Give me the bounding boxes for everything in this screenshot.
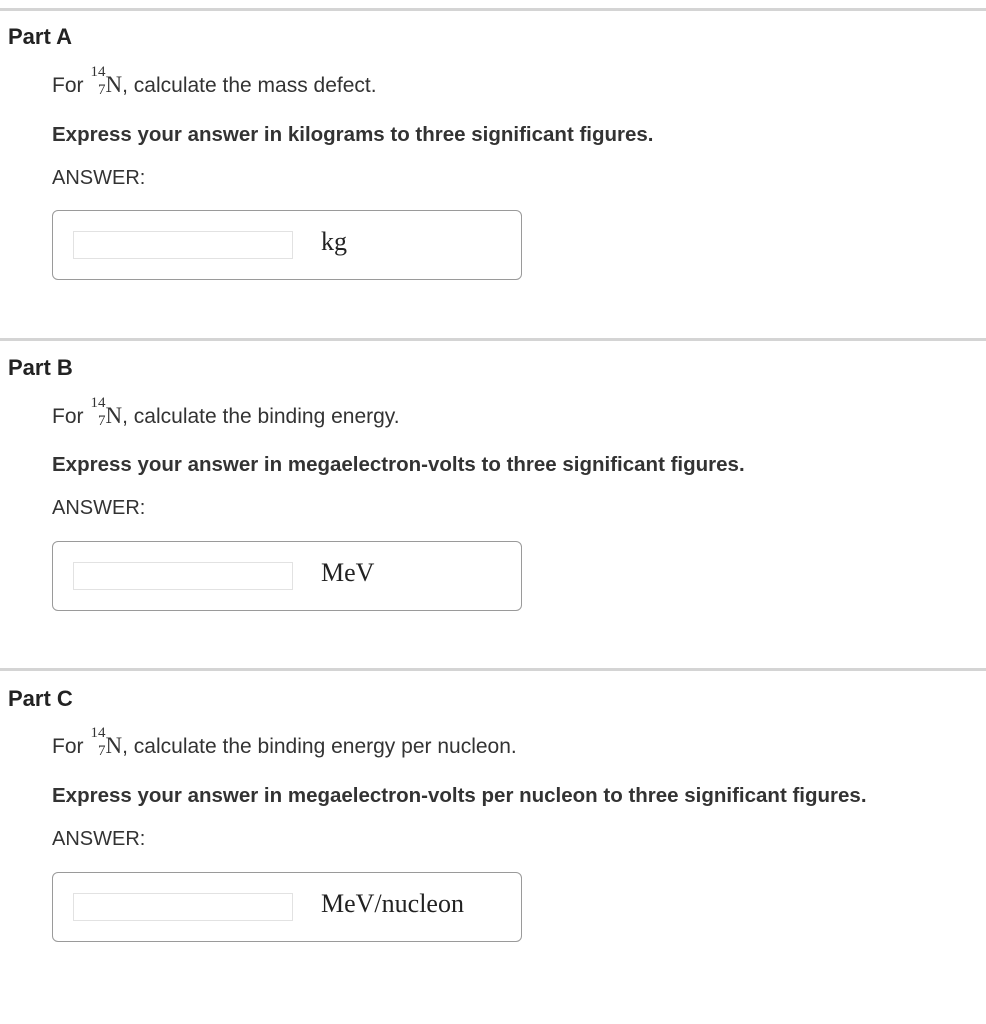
part-b-question (52, 395, 400, 429)
part-c-answer-box (52, 872, 522, 942)
part-c-answer-label: ANSWER: (52, 828, 146, 850)
part-c-answer-input[interactable] (73, 893, 293, 921)
mass-number: 14 (90, 395, 106, 411)
question-suffix: , calculate the binding energy. (122, 405, 400, 428)
nitrogen-14-nuclide (90, 395, 123, 429)
question-prefix: For (52, 74, 84, 97)
part-c-divider (0, 668, 986, 671)
atomic-number: 7 (98, 413, 106, 429)
part-a-answer-box (52, 210, 522, 280)
part-c-instruction: Express your answer in megaelectron-volts per nucleon to three significant figures. (52, 784, 867, 807)
element-symbol: N (105, 733, 123, 758)
part-a-answer-label: ANSWER: (52, 167, 146, 189)
part-a-answer-input[interactable] (73, 231, 293, 259)
question-suffix: , calculate the mass defect. (122, 74, 377, 97)
nitrogen-14-nuclide (90, 64, 123, 98)
nitrogen-14-nuclide (90, 725, 123, 759)
part-a-instruction: Express your answer in kilograms to three significant figures. (52, 123, 654, 146)
part-b-divider (0, 338, 986, 341)
part-a-divider (0, 8, 986, 11)
part-c-question (52, 725, 517, 759)
part-b-unit: MeV (321, 558, 375, 587)
part-b-answer-label: ANSWER: (52, 497, 146, 519)
element-symbol: N (105, 72, 123, 97)
part-b-title: Part B (8, 355, 73, 380)
atomic-number: 7 (98, 743, 106, 759)
part-c-title: Part C (8, 686, 73, 711)
element-symbol: N (105, 403, 123, 428)
part-b-answer-box (52, 541, 522, 611)
part-c-unit: MeV/nucleon (321, 889, 464, 918)
question-prefix: For (52, 735, 84, 758)
part-a-unit: kg (321, 227, 347, 256)
part-a-title: Part A (8, 24, 72, 49)
part-b-answer-input[interactable] (73, 562, 293, 590)
question-suffix: , calculate the binding energy per nucleon. (122, 735, 517, 758)
mass-number: 14 (90, 725, 106, 741)
atomic-number: 7 (98, 82, 106, 98)
part-a-question (52, 64, 377, 98)
part-b-instruction: Express your answer in megaelectron-volts to three significant figures. (52, 453, 745, 476)
question-prefix: For (52, 405, 84, 428)
mass-number: 14 (90, 64, 106, 80)
